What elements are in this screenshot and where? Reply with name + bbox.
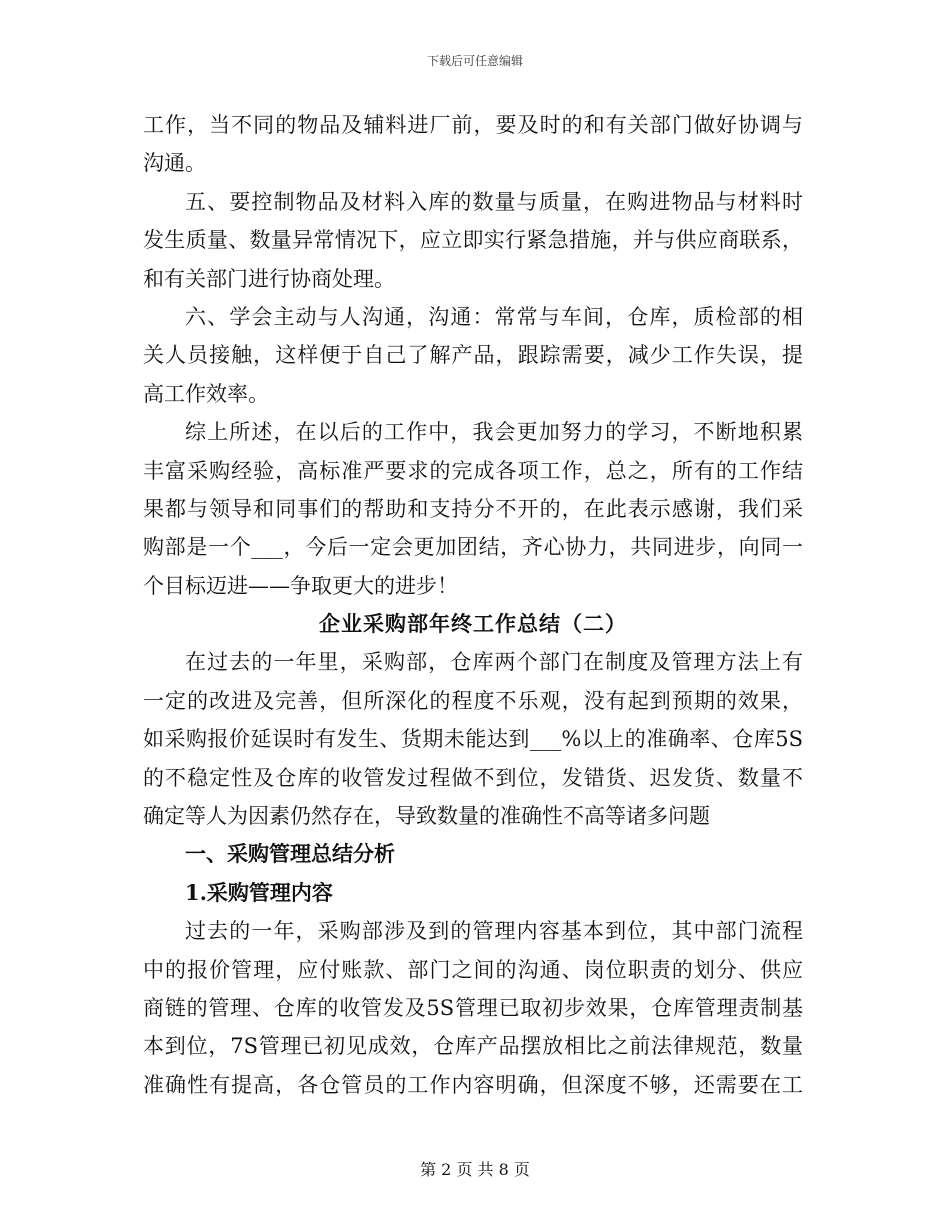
heading-level-2: 1.采购管理内容	[185, 879, 333, 905]
text-line: 如采购报价延误时有发生、货期未能达到___%以上的准确率、仓库5S	[143, 727, 803, 752]
text-line: 一定的改进及完善，但所深化的程度不乐观，没有起到预期的效果，	[143, 688, 803, 713]
page-footer: 第 2 页 共 8 页	[420, 1160, 530, 1179]
text-line: 和有关部门进行协商处理。	[143, 266, 395, 291]
text-line: 沟通。	[143, 151, 206, 176]
text-line: 果都与领导和同事们的帮助和支持分不开的，在此表示感谢，我们采	[143, 496, 803, 521]
text-line: 六、学会主动与人沟通，沟通：常常与车间，仓库，质检部的相	[185, 304, 803, 329]
text-line: 的不稳定性及仓库的收管发过程做不到位，发错货、迟发货、数量不	[143, 765, 803, 790]
text-line: 在过去的一年里，采购部，仓库两个部门在制度及管理方法上有	[185, 650, 803, 675]
section-title: 企业采购部年终工作总结（二）	[319, 611, 627, 637]
text-line: 发生质量、数量异常情况下，应立即实行紧急措施，并与供应商联系，	[143, 228, 803, 253]
text-line: 丰富采购经验，高标准严要求的完成各项工作，总之，所有的工作结	[143, 458, 803, 483]
text-line: 工作，当不同的物品及辅料进厂前，要及时的和有关部门做好协调与	[143, 113, 803, 137]
heading-level-1: 一、采购管理总结分析	[185, 841, 395, 867]
text-line: 高工作效率。	[143, 381, 269, 406]
text-line: 个目标迈进——争取更大的进步！	[143, 573, 458, 598]
text-line: 中的报价管理，应付账款、部门之间的沟通、岗位职责的划分、供应	[143, 957, 803, 982]
text-line: 过去的一年，采购部涉及到的管理内容基本到位，其中部门流程	[185, 919, 803, 944]
document-body	[143, 106, 803, 1104]
text-line: 综上所述，在以后的工作中，我会更加努力的学习，不断地积累	[185, 420, 803, 445]
text-line: 商链的管理、仓库的收管发及5S管理已取初步效果，仓库管理责制基	[143, 995, 803, 1020]
text-line: 确定等人为因素仍然存在，导致数量的准确性不高等诸多问题	[143, 804, 710, 829]
text-line: 本到位，7S管理已初见成效，仓库产品摆放相比之前法律规范，数量	[143, 1034, 803, 1059]
text-line: 准确性有提高，各仓管员的工作内容明确，但深度不够，还需要在工	[143, 1072, 803, 1097]
text-line: 购部是一个___，今后一定会更加团结，齐心协力，共同进步，向同一	[143, 535, 803, 560]
page-header: 下载后可任意编辑	[426, 54, 523, 68]
text-line: 关人员接触，这样便于自己了解产品，跟踪需要，减少工作失误，提	[143, 343, 803, 368]
text-line: 五、要控制物品及材料入库的数量与质量，在购进物品与材料时	[185, 189, 803, 214]
